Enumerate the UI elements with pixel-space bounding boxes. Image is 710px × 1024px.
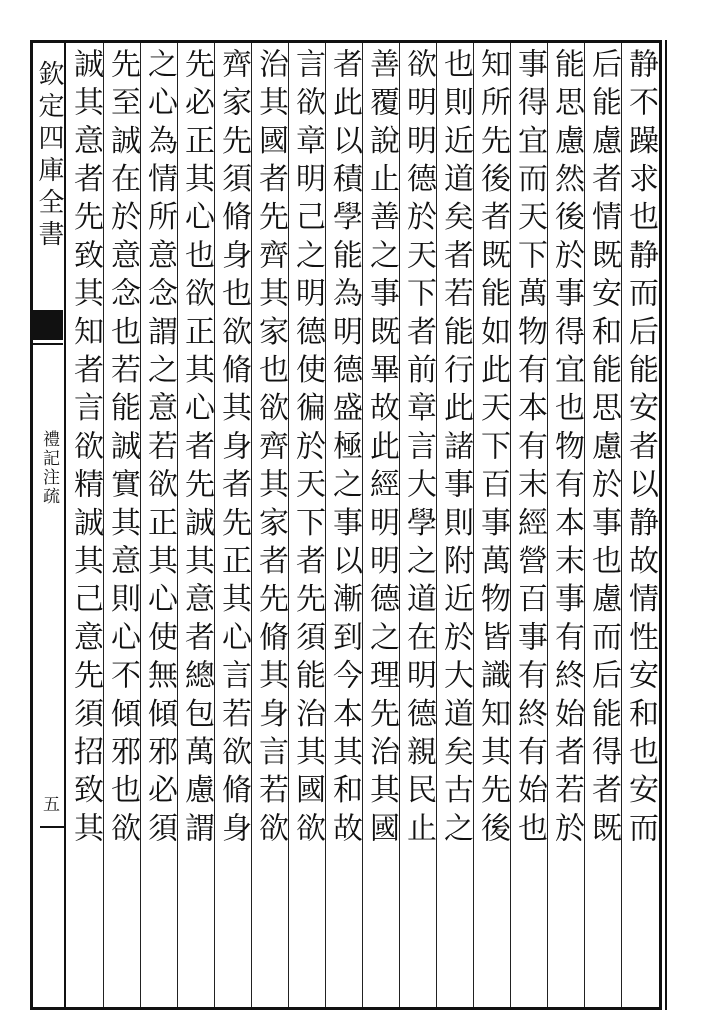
column-text: 先至誠在於意念也若能誠實其意則心不傾邪也欲 (105, 48, 140, 851)
fishtail-rule (33, 343, 63, 345)
column-text: 者此以積學能為明德盛極之事以漸到今本其和故 (327, 48, 362, 851)
text-column (547, 48, 586, 1004)
text-column (325, 48, 364, 1004)
text-column (584, 48, 623, 1004)
text-column (362, 48, 401, 1004)
text-column (473, 48, 512, 1004)
column-text: 欲明明德於天下者前章言大學之道在明德親民止 (401, 48, 436, 851)
book-title: 禮記注疏 (39, 430, 59, 506)
column-text: 先必正其心也欲正其心者先誠其意者總包萬慮謂 (179, 48, 214, 851)
column-text: 能思慮然後於事得宜也物有本末事有終始者若於 (549, 48, 584, 851)
text-column (436, 48, 475, 1004)
text-column (510, 48, 549, 1004)
column-text: 之心為情所意念謂之意若欲正其心使無傾邪必須 (142, 48, 177, 851)
text-column (621, 48, 660, 1004)
text-column (251, 48, 290, 1004)
collection-title: 欽定四庫全書 (34, 60, 64, 252)
text-column (399, 48, 438, 1004)
column-text: 后能慮者情既安和能思慮於事也慮而后能得者既 (586, 48, 621, 851)
text-column (214, 48, 253, 1004)
column-text: 齊家先須脩身也欲脩其身者先正其心言若欲脩身 (216, 48, 251, 851)
column-text: 言欲章明己之明德使徧於天下者先須能治其國欲 (290, 48, 325, 851)
text-column (103, 48, 142, 1004)
fishtail-mark (33, 310, 63, 340)
column-text: 治其國者先齊其家也欲齊其家者先脩其身言若欲 (253, 48, 288, 851)
page-number-rule (40, 826, 64, 828)
column-text: 也則近道矣者若能行此諸事則附近於大道矣古之 (438, 48, 473, 851)
text-column (140, 48, 179, 1004)
text-column (66, 48, 105, 1004)
column-text: 善覆說止善之事既畢故此經明明德之理先治其國 (364, 48, 399, 851)
text-column (177, 48, 216, 1004)
page-number: 五 (39, 795, 59, 812)
text-column (288, 48, 327, 1004)
page-edge-rule (665, 40, 673, 1010)
column-text: 誠其意者先致其知者言欲精誠其己意先須招致其 (68, 48, 103, 851)
column-text: 知所先後者既能如此天下百事萬物皆識知其先後 (475, 48, 510, 851)
column-text: 事得宜而天下萬物有本有末經營百事有終有始也 (512, 48, 547, 851)
column-text: 静不躁求也静而后能安者以静故情性安和也安而 (623, 48, 658, 851)
